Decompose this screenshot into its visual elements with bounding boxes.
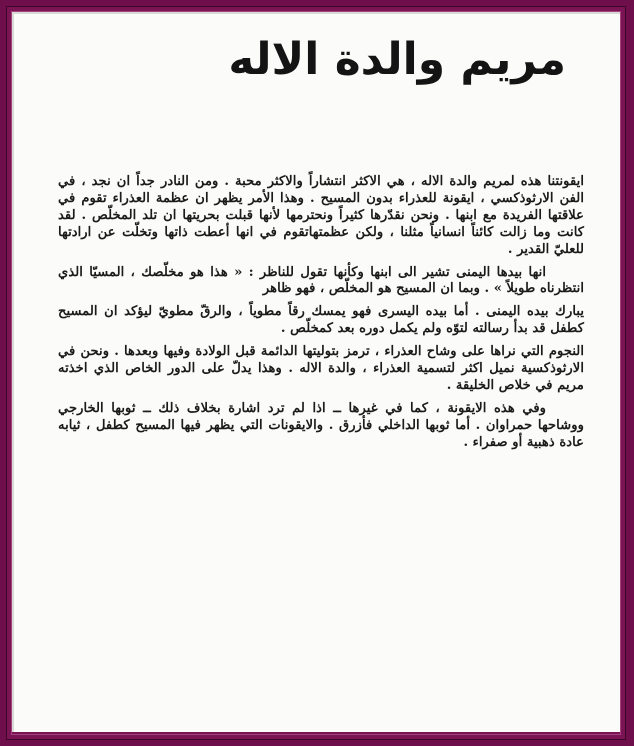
paragraph-5: وفي هذه الايقونة ، كما في غيرها ــ اذا لم ترد اشارة بخلاف ذلك ــ ثوبها الخارجي ووشاحها حمراوان . أما ثوبها الداخلي فأزرق . والايقونات التي يظهر فيها المسيح كطفل ، ثيابه عادة ذهبية أو صفراء . [58, 400, 584, 450]
paragraph-2: انها بيدها اليمنى تشير الى ابنها وكأنها تقول للناظر : « هذا هو مخلّصك ، المسيّا الذي انتظرناه طويلاً » . وبما ان المسيح هو المخلّص ، فهو ظاهر [58, 264, 584, 297]
paragraph-4: النجوم التي نراها على وشاح العذراء ، ترمز بتوليتها الدائمة قبل الولادة وفيها وبعدها . ونحن في الارثوذكسية نميل اكثر لتسمية العذراء ، والدة الاله . وهذا يدلّ على الدور الخاص الذي اخذته مريم في خلاص الخليقة . [58, 344, 584, 393]
article-title: مريم والدة الاله [228, 34, 566, 85]
article-body [58, 174, 584, 458]
document-page [12, 12, 620, 732]
paragraph-1: ايقونتنا هذه لمريم والدة الاله ، هي الاكثر انتشاراً والاكثر محبة . ومن النادر جداً ان نجد ، في الفن الارثوذكسي ، ايقونة للعذراء بدون المسيح . وهذا الأمر يظهر ان عظمة العذراء تقوم في علاقتها الفريدة مع ابنها . ونحن نقدّرها كثيراً ونحترمها لأنها قبلت بحريتها ان تلد المخلّص . لقد كانت وما زالت كائناً انسانياً مثلنا ، ولكن عظمتهاتقوم في انها أعطت ذاتها وتخلّت عن ارادتها للعليّ القدير . [58, 174, 584, 257]
paragraph-3: يبارك بيده اليمنى . أما بيده اليسرى فهو يمسك رقاً مطوياً ، والرقّ مطويّ ليؤكد ان المسيح كطفل قد بدأ رسالته لتوّه ولم يكمل دوره بعد كمخلّص . [58, 304, 584, 337]
